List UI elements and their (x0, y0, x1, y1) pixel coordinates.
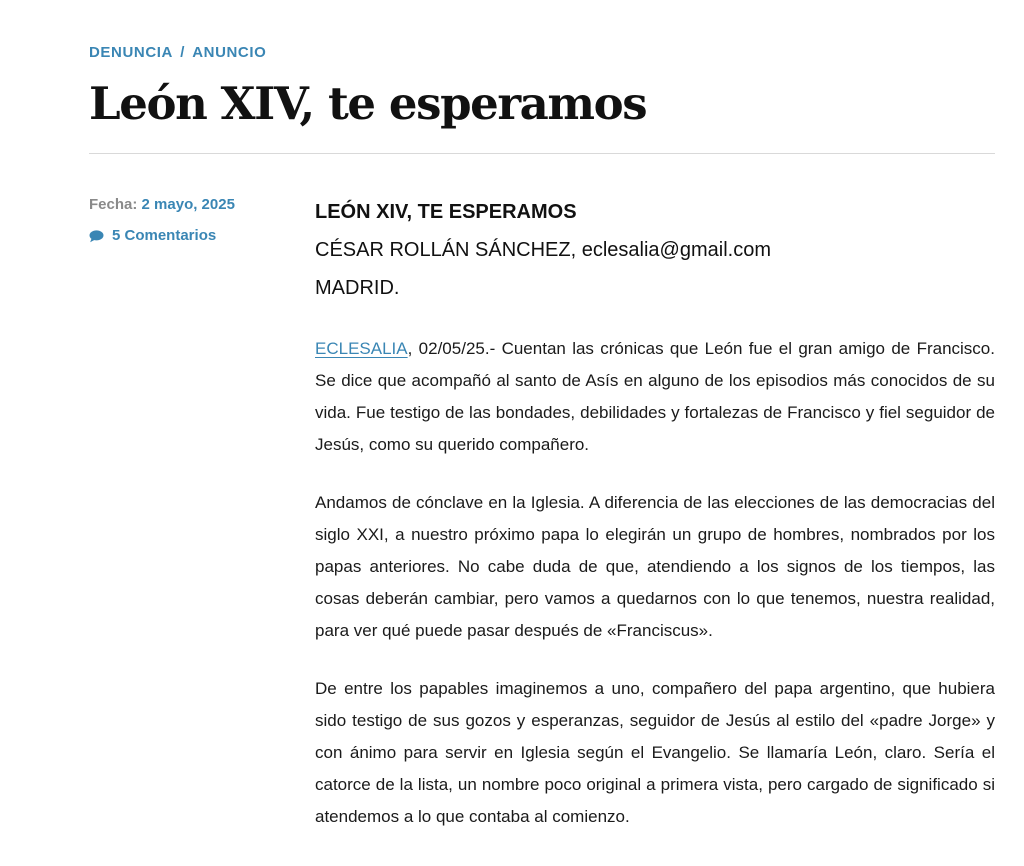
article-body (315, 193, 995, 833)
paragraph-1 (315, 333, 995, 461)
category-link-anuncio[interactable]: ANUNCIO (192, 44, 267, 61)
post-date (89, 195, 289, 215)
post-meta (89, 195, 289, 246)
date-label: Fecha: (89, 196, 138, 213)
paragraph-1-text: , 02/05/25.- Cuentan las crónicas que León fue el gran amigo de Francisco. Se dice que acompañó al santo de Asís en alguno de los episodios más conocidos de su vida. Fue testigo de las bondades, debilidades y fortalezas de Francisco y fiel seguidor de Jesús, como su querido compañero. (315, 339, 995, 454)
category-link-denuncia[interactable]: DENUNCIA (89, 44, 173, 61)
title-divider (89, 153, 995, 154)
comments-link[interactable]: 5 Comentarios (112, 227, 217, 244)
page-title: León XIV, te esperamos (89, 77, 647, 130)
comments-row (89, 226, 289, 246)
date-link[interactable]: 2 mayo, 2025 (141, 196, 235, 213)
article-author: CÉSAR ROLLÁN SÁNCHEZ, eclesalia@gmail.com (315, 239, 771, 261)
article-headline: LEÓN XIV, TE ESPERAMOS (315, 201, 577, 223)
article-city: MADRID. (315, 277, 400, 299)
breadcrumb (89, 44, 266, 61)
speech-bubble-icon (89, 230, 104, 242)
eclesalia-link[interactable]: ECLESALIA (315, 339, 408, 358)
paragraph-2: Andamos de cónclave en la Iglesia. A diferencia de las elecciones de las democracias del siglo XXI, a nuestro próximo papa lo elegirán un grupo de hombres, nombrados por los papas anteriores. No cabe duda de que, atendiendo a los signos de los tiempos, las cosas deberán cambiar, pero vamos a quedarnos con lo que tenemos, nuestra realidad, para ver qué puede pasar después de «Franciscus». (315, 493, 995, 640)
breadcrumb-separator: / (180, 44, 185, 61)
paragraph-3: De entre los papables imaginemos a uno, compañero del papa argentino, que hubiera sido testigo de sus gozos y esperanzas, seguidor de Jesús al estilo del «padre Jorge» y con ánimo para servir en Iglesia según el Evangelio. Se llamaría León, claro. Sería el catorce de la lista, un nombre poco original a primera vista, pero cargado de significado si atendemos a lo que contaba al comienzo. (315, 679, 995, 826)
